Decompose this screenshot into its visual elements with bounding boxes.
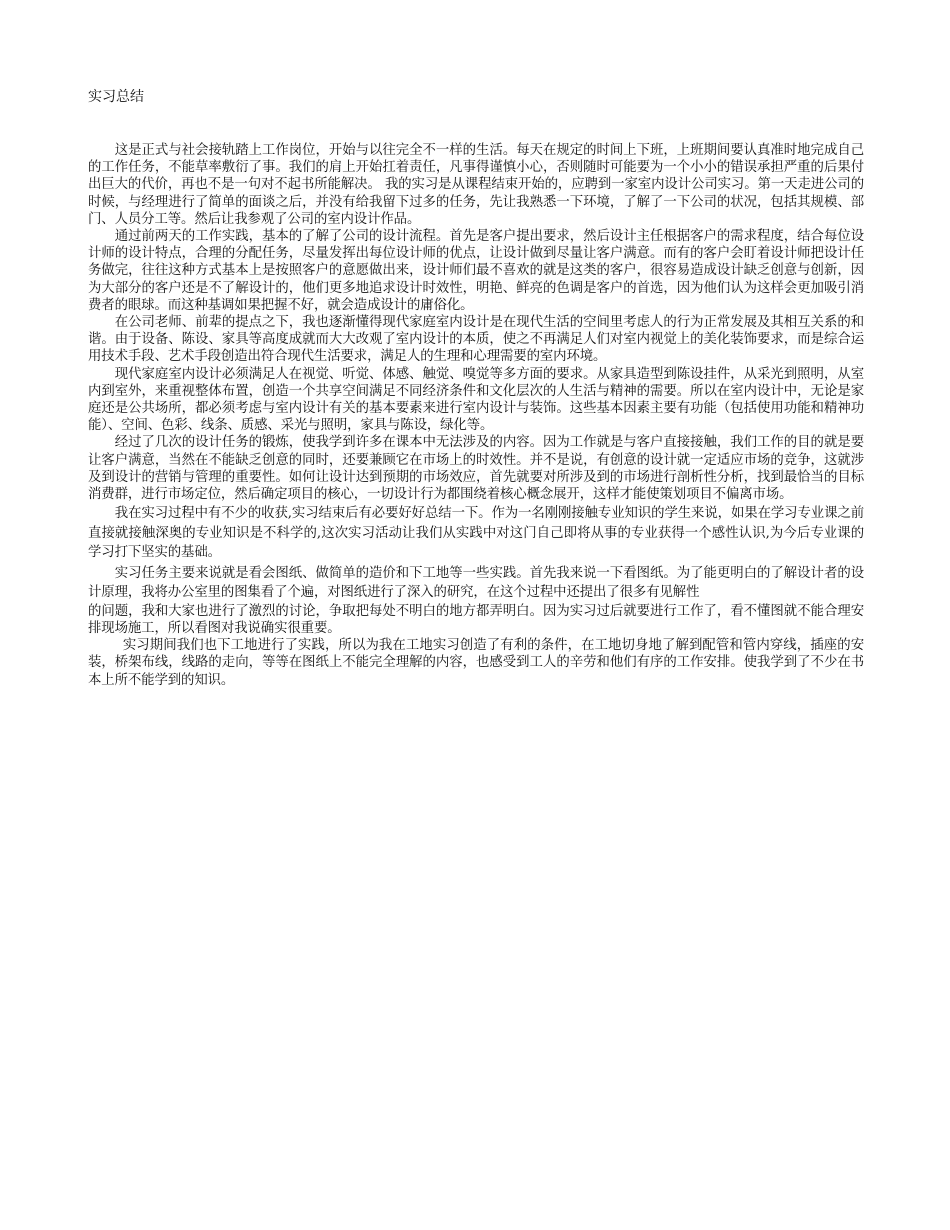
paragraph-drawings-continued: 的问题，我和大家也进行了激烈的讨论，争取把每处不明白的地方都弄明白。因为实习过后就要进行工作了，看不懂图就不能合理安排现场施工，所以看图对我说确实很重要。 — [88, 603, 864, 636]
document-page — [88, 88, 864, 689]
paragraph-design-requirements: 现代家庭室内设计必须满足人在视觉、听觉、体感、触觉、嗅觉等多方面的要求。从家具造型到陈设挂件，从采光到照明，从室内到室外，来重视整体布置，创造一个共享空间满足不同经济条件和文化层次的人生活与精神的需要。所以在室内设计中，无论是家庭还是公共场所，都必须考虑与室内设计有关的基本要素来进行室内设计与装饰。这些基本因素主要有功能（包括使用功能和精神功能）、空间、色彩、线条、质感、采光与照明，家具与陈设，绿化等。 — [88, 366, 864, 434]
paragraph-drawings: 实习任务主要来说就是看会图纸、做简单的造价和下工地等一些实践。首先我来说一下看图纸。为了能更明白的了解设计者的设计原理，我将办公室里的图集看了个遍，对图纸进行了深入的研究，在这个过程中还提出了很多有见解性 — [88, 565, 864, 601]
paragraph-harvest: 我在实习过程中有不少的收获,实习结束后有必要好好总结一下。作为一名刚刚接触专业知识的学生来说，如果在学习专业课之前直接就接触深奥的专业知识是不科学的,这次实习活动让我们从实践中对这门自己即将从事的专业获得一个感性认识,为今后专业课的学习打下坚实的基础。 — [88, 506, 864, 561]
document-title: 实习总结 — [88, 89, 144, 105]
paragraph-site-practice: 实习期间我们也下工地进行了实践，所以为我在工地实习创造了有利的条件，在工地切身地了解到配管和管内穿线，插座的安装，桥架布线，线路的走向，等等在图纸上不能完全理解的内容，也感受到工人的辛劳和他们有序的工作安排。使我学到了不少在书本上所不能学到的知识。 — [88, 638, 864, 688]
paragraph-market: 经过了几次的设计任务的锻炼，使我学到许多在课本中无法涉及的内容。因为工作就是与客户直接接触，我们工作的目的就是要让客户满意，当然在不能缺乏创意的同时，还要兼顾它在市场上的时效性。并不是说，有创意的设计就一定适应市场的竞争，这就涉及到设计的营销与管理的重要性。如何让设计达到预期的市场效应，首先就要对所涉及到的市场进行剖析性分析，找到最恰当的目标消费群，进行市场定位，然后确定项目的核心，一切设计行为都围绕着核心概念展开，这样才能使策划项目不偏离市场。 — [88, 435, 864, 503]
paragraph-intro: 这是正式与社会接轨踏上工作岗位，开始与以往完全不一样的生活。每天在规定的时间上下班，上班期间要认真准时地完成自己的工作任务，不能草率敷衍了事。我们的肩上开始扛着责任，凡事得谨慎小心，否则随时可能要为一个小小的错误承担严重的后果付出巨大的代价，再也不是一句对不起书所能解决。 我的实习是从课程结束开始的，应聘到一家室内设计公司实习。第一天走进公司的时候，与经理进行了简单的面谈之后，并没有给我留下过多的任务，先让我熟悉一下环境，了解了一下公司的状况，包括其规模、部门、人员分工等。然后让我参观了公司的室内设计作品。 — [88, 143, 864, 227]
paragraph-workflow: 通过前两天的工作实践，基本的了解了公司的设计流程。首先是客户提出要求，然后设计主任根据客户的需求程度，结合每位设计师的设计特点，合理的分配任务，尽量发挥出每位设计师的优点，让设计做到尽量让客户满意。而有的客户会盯着设计师把设计任务做完，往往这种方式基本上是按照客户的意愿做出来，设计师们最不喜欢的就是这类的客户，很容易造成设计缺乏创意与创新，因为大部分的客户还是不了解设计的，他们更多地追求设计时效性，明艳、鲜亮的色调是客户的首选，因为他们认为这样会更加吸引消费者的眼球。而这种基调如果把握不好，就会造成设计的庸俗化。 — [88, 229, 864, 313]
paragraph-modern-design: 在公司老师、前辈的提点之下，我也逐渐懂得现代家庭室内设计是在现代生活的空间里考虑人的行为正常发展及其相互关系的和谐。由于设备、陈设、家具等高度成就而大大改观了室内设计的本质，使之不再满足人们对室内视觉上的美化装饰要求，而是综合运用技术手段、艺术手段创造出符合现代生活要求，满足人的生理和心理需要的室内环境。 — [88, 315, 864, 365]
